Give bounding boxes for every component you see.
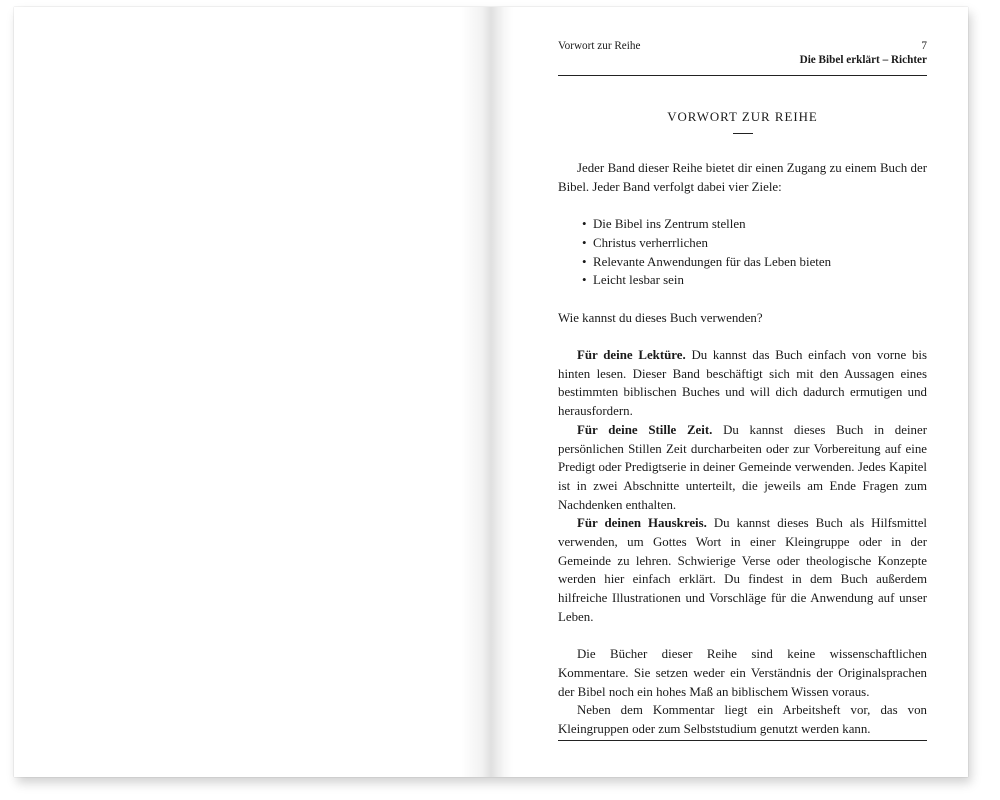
running-head-section: Vorwort zur Reihe (558, 40, 641, 52)
chapter-title: VORWORT ZUR REIHE (667, 110, 818, 124)
page-number: 7 (921, 40, 927, 52)
list-item: • Christus verherrlichen (593, 234, 927, 253)
closing-paragraph: Die Bücher dieser Reihe sind keine wissenschaftlichen Kommentare. Sie setzen weder ein Verständnis der Originalsprachen der Bibel noch ein hohes Maß an biblischem Wissen voraus. (558, 647, 927, 699)
left-page (14, 7, 491, 777)
usage-heading: Für deine Stille Zeit. (577, 422, 713, 437)
intro-paragraph: Jeder Band dieser Reihe bietet dir einen Zugang zu einem Buch der Bibel. Jeder Band verfolgt dabei vier Ziele: (558, 161, 927, 194)
list-item: • Leicht lesbar sein (593, 271, 927, 290)
usage-text: Du kannst das Buch einfach von vorne bis hinten lesen. Dieser Band beschäftigt sich mit den Aussagen eines bestimmten biblischen Buches und will dich dadurch ermutigen und herausfordern. (558, 347, 927, 419)
running-head-book-title: Die Bibel erklärt – Richter (799, 54, 927, 66)
page-text-block (558, 38, 927, 739)
usage-text: Du kannst dieses Buch als Hilfsmittel verwenden, um Gottes Wort in einer Kleingruppe oder in der Gemeinde zu lehren. Schwierige Verse oder theologische Konzepte werden hier einfach erklärt. Du findest in dem Buch außerdem hilfreiche Illustrationen und Vorschläge für die Anwendung auf unser Leben. (558, 516, 927, 624)
running-head (558, 38, 927, 66)
gutter-shadow (461, 7, 491, 777)
list-item: • Relevante Anwendungen für das Leben bieten (593, 253, 927, 272)
usage-question: Wie kannst du dieses Buch verwenden? (558, 310, 763, 325)
closing-paragraph: Neben dem Kommentar liegt ein Arbeitsheft vor, das von Kleingruppen oder zum Selbststudium genutzt werden kann. (558, 703, 927, 737)
usage-heading: Für deine Lektüre. (577, 347, 686, 362)
usage-paragraph-quiet-time (558, 421, 927, 515)
usage-text: Du kannst dieses Buch in deiner persönlichen Stillen Zeit durcharbeiten oder zur Vorbereitung auf eine Predigt oder Predigtserie in deiner Gemeinde verwenden. Jedes Kapitel ist in zwei Abschnitte unterteilt, die jeweils am Ende Fragen zum Nachdenken enthalten. (558, 422, 927, 512)
goals-list (558, 215, 927, 290)
usage-paragraph-reading (558, 346, 927, 421)
footer-rule (558, 740, 927, 741)
usage-heading: Für deinen Hauskreis. (577, 516, 707, 531)
list-item: • Die Bibel ins Zentrum stellen (593, 215, 927, 234)
gutter-shadow (491, 7, 513, 777)
header-rule (558, 75, 927, 76)
usage-paragraph-small-group (558, 514, 927, 626)
